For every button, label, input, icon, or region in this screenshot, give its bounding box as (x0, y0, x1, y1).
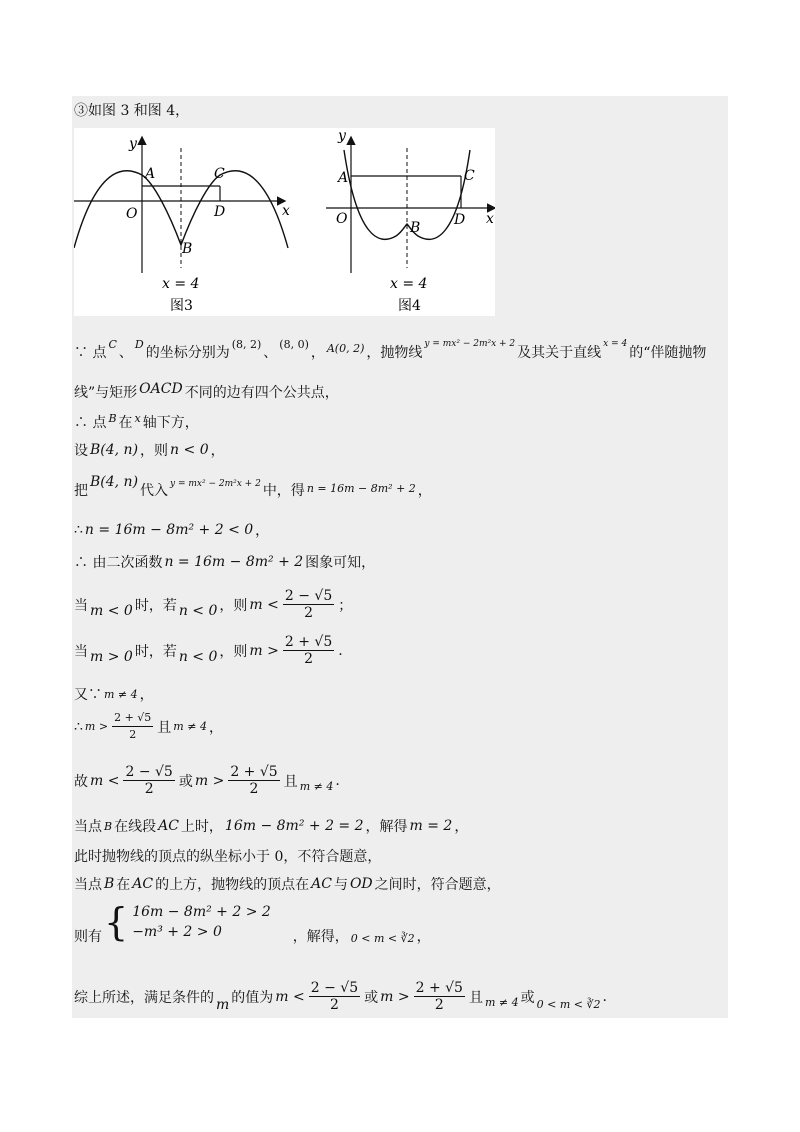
line-16 (74, 900, 431, 945)
l5-text-3: 中，得 (262, 483, 305, 499)
l16-equation-2: −m³ + 2 > 0 (132, 924, 222, 940)
l8-text-1: 当 (74, 597, 88, 614)
l13-text-2: 在线段 (114, 819, 157, 835)
l17-denominator-2: 2 (434, 997, 444, 1013)
l9-text-2: 时，若 (134, 643, 177, 660)
l15-segment-ac-2: AC (311, 876, 332, 892)
l2-text-2: 不同的边有四个公共点， (184, 385, 339, 401)
l17-numerator-1: 2 − √5 (310, 980, 359, 996)
l13-equation: 16m − 8m² + 2 = 2 (224, 818, 364, 834)
fig4-caption: 图4 (398, 298, 421, 314)
l17-fraction-1 (309, 980, 360, 1013)
l5-text-1: 把 (74, 483, 88, 499)
l12-text-1: 故 (74, 773, 88, 790)
l9-text-3: ，则 (219, 643, 248, 660)
l3-axis-x: x (134, 411, 141, 425)
fig4-d-label: D (454, 212, 466, 228)
intro-line (74, 100, 189, 120)
fig4-c-label: C (464, 168, 475, 184)
fig4-x-label: x (486, 211, 494, 227)
l17-text-4: 且 (468, 989, 483, 1006)
l1-sep-3: ， (310, 345, 325, 361)
l4-text-1: 设 (74, 443, 88, 459)
l8-denominator: 2 (304, 605, 313, 621)
l17-text-1: 综上所述，满足条件的 (74, 989, 214, 1006)
l1-text-5: 的“伴随抛物 (629, 345, 707, 361)
l4-inequality: n < 0 (170, 442, 209, 458)
l17-text-5: 或 (520, 989, 535, 1006)
l11-fraction (112, 710, 153, 743)
l15-segment-ac: AC (132, 876, 154, 892)
l13-text-1: 当点 (74, 819, 102, 835)
l6-text-2: ， (255, 523, 270, 539)
l1-sep-2: 、 (263, 345, 278, 361)
l17-condition: m ≠ 4 (484, 996, 519, 1009)
l12-numerator-2: 2 + √5 (230, 764, 278, 780)
l16-text-3: ， (416, 929, 431, 945)
l1-coord-2: (8, 0) (279, 337, 309, 351)
l7-equation: n = 16m − 8m² + 2 (164, 554, 304, 570)
l9-denominator: 2 (304, 651, 313, 667)
line-2 (74, 382, 339, 402)
fig3-c-label: C (214, 166, 225, 182)
l12-lhs-1: m < (90, 772, 120, 789)
line-6 (74, 520, 269, 540)
l17-var-m: m (216, 996, 230, 1013)
line-15 (74, 874, 501, 894)
l3-text-3: 轴下方， (142, 415, 199, 431)
l17-lhs-1: m < (275, 988, 305, 1005)
l3-point-b: B (108, 411, 117, 425)
l8-lhs: m < (249, 596, 279, 613)
l5-parabola-eq: y = mx² − 2m²x + 2 (170, 479, 261, 489)
l4-point-b: B(4, n) (90, 442, 139, 458)
l6-text-1: ∴ (74, 522, 83, 538)
line-12 (74, 764, 340, 797)
fig3-a-label: A (145, 166, 156, 182)
l3-text-1: ∴ 点 (74, 415, 107, 431)
line-7 (74, 552, 375, 572)
l11-numerator: 2 + √5 (112, 710, 153, 727)
l13-text-5: ， (454, 819, 469, 835)
l8-numerator: 2 − √5 (284, 588, 333, 604)
line-14 (74, 846, 381, 866)
line-8 (74, 588, 352, 621)
l17-numerator-2: 2 + √5 (415, 980, 463, 996)
l15-text-3: 的上方，抛物线的顶点在 (155, 877, 310, 893)
l17-text-3: 或 (364, 989, 379, 1006)
figure-graphics (74, 128, 495, 316)
line-3 (74, 412, 199, 432)
l17-result: 0 < m < ∛2 (536, 998, 601, 1011)
l1-sep: 、 (118, 345, 133, 361)
l9-numerator: 2 + √5 (284, 634, 333, 650)
fig3-origin-label: O (126, 206, 138, 222)
l12-text-4: . (335, 772, 340, 789)
fig3-x-label: x (282, 203, 290, 219)
l16-equation-1: 16m − 8m² + 2 > 2 (132, 904, 271, 920)
l1-text-2: 的坐标分别为 (145, 345, 230, 361)
l12-text-3: 且 (283, 773, 298, 790)
fig3-y-label: y (129, 136, 137, 152)
intro-text: ③如图 3 和图 4， (74, 103, 190, 119)
l16-text-2: ，解得， (292, 929, 349, 945)
l17-denominator-1: 2 (329, 997, 339, 1013)
l16-system (132, 902, 271, 942)
l9-fraction (283, 634, 334, 667)
l7-text-1: ∴ 由二次函数 (74, 555, 163, 571)
l15-text-4: 与 (333, 877, 348, 893)
l12-numerator-1: 2 − √5 (125, 764, 173, 780)
l1-point-a: A(0, 2) (326, 341, 365, 355)
line-11 (74, 710, 223, 743)
l13-result: m = 2 (409, 818, 453, 834)
fig3-d-label: D (214, 204, 226, 220)
l17-text-2: 的值为 (231, 989, 274, 1006)
l14-text-1: 此时抛物线的顶点的纵坐标小于 0，不符合题意， (74, 849, 382, 865)
fig4-y-label: y (338, 128, 346, 144)
l1-line-eq: x = 4 (603, 339, 628, 349)
l12-denominator-1: 2 (144, 781, 154, 797)
l15-point-b: B (104, 876, 115, 892)
l1-point-c: C (108, 337, 117, 351)
figure-3 (74, 136, 290, 314)
l9-n-condition: n < 0 (178, 648, 218, 665)
fig4-a-label: A (338, 170, 349, 186)
line-10 (74, 684, 154, 704)
l12-lhs-2: m > (194, 772, 225, 789)
l13-point-b: B (104, 819, 113, 833)
l15-text-1: 当点 (74, 877, 102, 893)
l6-equation: n = 16m − 8m² + 2 < 0 (84, 522, 254, 538)
l11-lhs: m > (84, 720, 109, 733)
fig4-origin-label: O (336, 211, 348, 227)
l13-segment-ac: AC (158, 818, 179, 834)
l17-lhs-2: m > (380, 988, 410, 1005)
l2-rectangle: OACD (139, 381, 183, 397)
fig3-curve (74, 171, 288, 248)
line-1 (74, 337, 707, 362)
l17-text-6: . (602, 988, 607, 1005)
l16-result: 0 < m < ∛2 (350, 931, 415, 945)
line-9 (74, 634, 343, 667)
line-4 (74, 440, 225, 460)
l11-text-3: ， (208, 719, 223, 736)
line-17 (74, 980, 607, 1013)
l1-parabola-eq: y = mx² − 2m²x + 2 (424, 339, 516, 349)
l13-text-3: 上时， (180, 819, 223, 835)
l10-condition: m ≠ 4 (104, 687, 138, 701)
l15-segment-od: OD (349, 876, 373, 892)
l17-fraction-2 (414, 980, 465, 1013)
l8-text-4: ； (338, 597, 353, 614)
l12-condition: m ≠ 4 (299, 780, 334, 793)
l1-coord-1: (8, 2) (231, 337, 262, 351)
l12-fraction-1 (123, 764, 174, 797)
l11-text-2: 且 (157, 719, 172, 736)
l11-text-1: ∴ (74, 718, 83, 735)
line-5 (74, 474, 432, 500)
l10-text-1: 又∵ (74, 687, 102, 703)
fig3-caption: 图3 (170, 298, 193, 314)
l8-text-3: ，则 (219, 597, 248, 614)
l8-condition: m < 0 (90, 602, 133, 619)
l5-result: n = 16m − 8m² + 2 (306, 481, 416, 495)
l5-text-2: 代入 (140, 483, 169, 499)
l9-lhs: m > (249, 642, 279, 659)
l1-point-d: D (134, 337, 144, 351)
l5-point-b: B(4, n) (90, 474, 139, 490)
l7-text-2: 图象可知， (305, 555, 376, 571)
l15-text-2: 在 (116, 877, 131, 893)
l11-condition: m ≠ 4 (173, 720, 207, 733)
l4-text-3: ， (210, 443, 225, 459)
figures (74, 128, 495, 316)
l11-denominator: 2 (129, 728, 137, 741)
l8-n-condition: n < 0 (178, 602, 218, 619)
l4-text-2: ，则 (140, 443, 169, 459)
l2-text-1: 线”与矩形 (74, 385, 138, 401)
fig4-b-label: B (410, 220, 421, 236)
l9-condition: m > 0 (90, 648, 133, 665)
l16-text-1: 则有 (74, 929, 102, 945)
l9-text-4: . (338, 642, 343, 659)
l8-text-2: 时，若 (134, 597, 177, 614)
fig3-axis-label: x = 4 (162, 276, 200, 292)
l13-text-4: ，解得 (365, 819, 408, 835)
l1-text-3: ，抛物线 (366, 345, 423, 361)
l15-text-5: 之间时，符合题意， (374, 877, 501, 893)
l1-text-1: ∵ 点 (74, 345, 107, 361)
l9-text-1: 当 (74, 643, 88, 660)
l1-text-4: 及其关于直线 (517, 345, 602, 361)
l12-text-2: 或 (178, 773, 193, 790)
l3-text-2: 在 (118, 415, 133, 431)
l8-fraction (283, 588, 334, 621)
fig3-b-label: B (182, 241, 193, 257)
l12-fraction-2 (228, 764, 279, 797)
l16-brace: { (104, 900, 129, 944)
line-13 (74, 816, 468, 836)
figure-4 (326, 128, 494, 314)
l10-text-2: ， (139, 687, 154, 703)
l5-text-4: ， (417, 483, 432, 499)
l12-denominator-2: 2 (249, 781, 259, 797)
fig4-axis-label: x = 4 (390, 276, 428, 292)
